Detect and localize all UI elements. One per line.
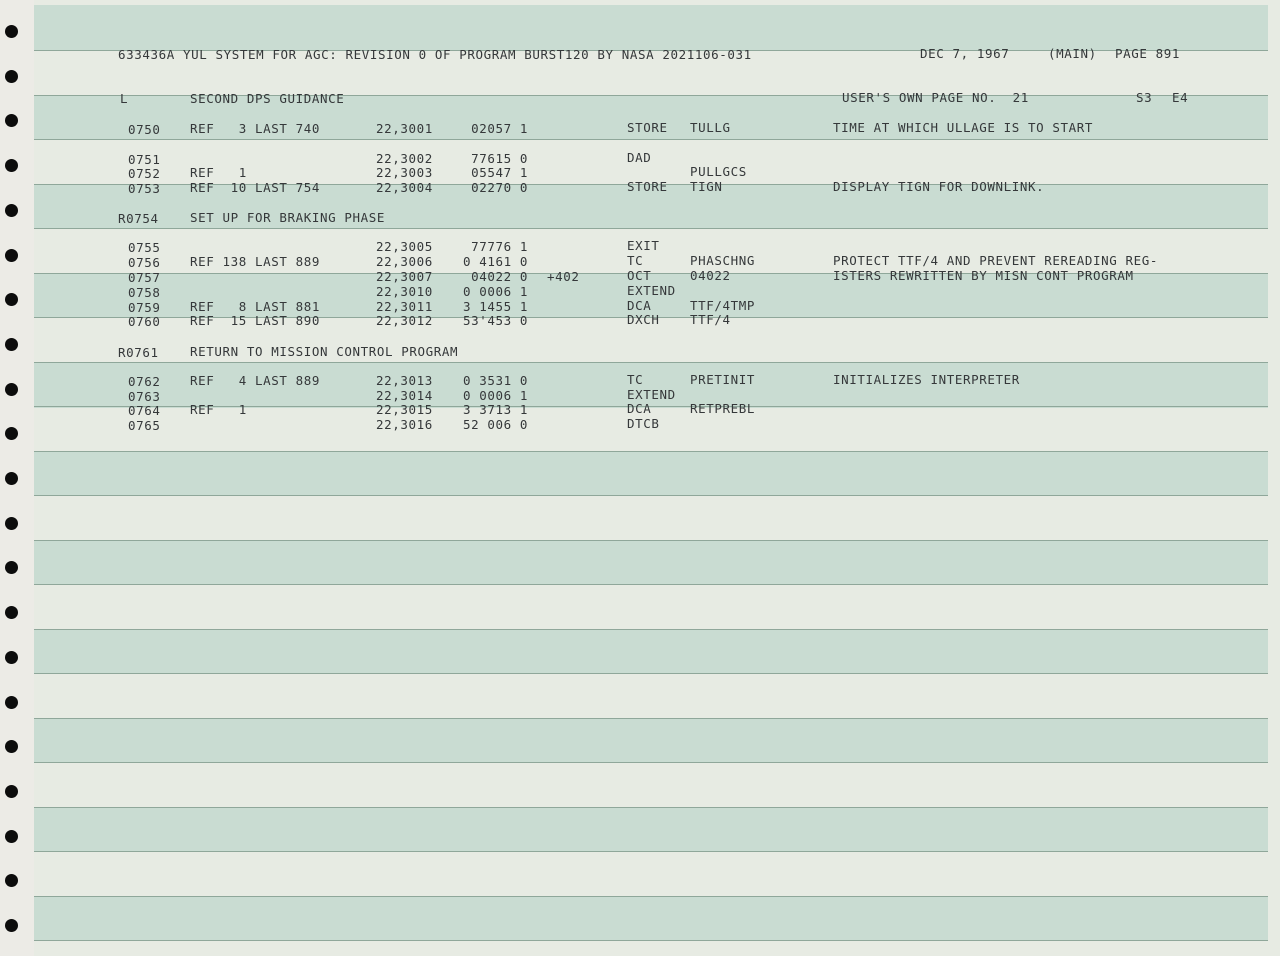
greenbar-band — [34, 718, 1268, 763]
feed-hole — [5, 785, 18, 798]
paper-rule-line — [34, 451, 1268, 452]
operand: TTF/4 — [690, 312, 731, 327]
line-number: 0752 — [128, 166, 161, 181]
opcode: DAD — [627, 150, 652, 165]
operand: RETPREBL — [690, 401, 756, 416]
octal-word: 04022 0 — [471, 269, 528, 284]
line-number: 0757 — [128, 270, 161, 285]
octal-word: 52 006 0 — [462, 417, 528, 432]
octal-word: 53'453 0 — [462, 313, 528, 328]
feed-hole — [5, 472, 18, 485]
line-number: 0759 — [128, 300, 161, 315]
octal-word: 77776 1 — [471, 239, 528, 254]
paper-rule-line — [34, 896, 1268, 897]
line-number: 0758 — [128, 285, 161, 300]
ref-field: SET UP FOR BRAKING PHASE — [190, 210, 386, 225]
opcode: DCA — [627, 298, 652, 313]
location-field: 22,3001 — [376, 121, 433, 136]
octal-word: 3 3713 1 — [462, 402, 528, 417]
octal-word: 0 0006 1 — [462, 284, 528, 299]
octal-word: 0 0006 1 — [462, 388, 528, 403]
octal-word: 77615 0 — [471, 151, 528, 166]
greenbar-band — [34, 451, 1268, 496]
paper-rule-line — [34, 584, 1268, 585]
location-field: 22,3010 — [376, 284, 433, 299]
location-field: 22,3003 — [376, 165, 433, 180]
line-number: 0760 — [128, 314, 161, 329]
log-title: SECOND DPS GUIDANCE — [190, 91, 345, 106]
location-field: 22,3002 — [376, 151, 433, 166]
comment: PROTECT TTF/4 AND PREVENT REREADING REG- — [833, 253, 1159, 268]
location-field: 22,3007 — [376, 269, 433, 284]
paper-rule-line — [34, 228, 1268, 229]
opcode: EXTEND — [627, 387, 676, 402]
paper-rule-line — [34, 718, 1268, 719]
greenbar-band — [34, 896, 1268, 941]
octal-word: 02270 0 — [471, 180, 528, 195]
section-s3: S3 — [1136, 90, 1153, 105]
paper-rule-line — [34, 851, 1268, 852]
feed-hole — [5, 70, 18, 83]
extra-field: +402 — [547, 269, 580, 284]
opcode: STORE — [627, 120, 668, 135]
operand: PULLGCS — [690, 164, 747, 179]
location-field: 22,3014 — [376, 388, 433, 403]
job-title: 633436A YUL SYSTEM FOR AGC: REVISION 0 OF PROGRAM BURST120 BY NASA 2021106-031 — [118, 47, 752, 62]
print-date: DEC 7, 1967 — [920, 46, 1010, 61]
main-label: (MAIN) — [1048, 46, 1097, 61]
comment: TIME AT WHICH ULLAGE IS TO START — [833, 120, 1094, 135]
section-e4: E4 — [1172, 90, 1189, 105]
opcode: DXCH — [627, 312, 660, 327]
line-number: 0750 — [128, 122, 161, 137]
feed-hole — [5, 830, 18, 843]
greenbar-band — [34, 540, 1268, 585]
ref-field: REF 15 LAST 890 — [190, 313, 321, 328]
location-field: 22,3012 — [376, 313, 433, 328]
paper-rule-line — [34, 139, 1268, 140]
line-number: 0765 — [128, 418, 161, 433]
operand: TULLG — [690, 120, 731, 135]
location-field: 22,3013 — [376, 373, 433, 388]
feed-hole — [5, 517, 18, 530]
feed-hole — [5, 204, 18, 217]
feed-hole — [5, 606, 18, 619]
location-field: 22,3004 — [376, 180, 433, 195]
opcode: DCA — [627, 401, 652, 416]
line-number: 0756 — [128, 255, 161, 270]
line-number: 0764 — [128, 403, 161, 418]
line-number: 0762 — [128, 374, 161, 389]
feed-hole — [5, 651, 18, 664]
octal-word: 05547 1 — [471, 165, 528, 180]
log-type: L — [120, 91, 129, 106]
ref-field: RETURN TO MISSION CONTROL PROGRAM — [190, 344, 459, 359]
greenbar-band — [34, 807, 1268, 852]
ref-field: REF 1 — [190, 402, 247, 417]
feed-hole — [5, 696, 18, 709]
feed-hole — [5, 159, 18, 172]
location-field: 22,3016 — [376, 417, 433, 432]
paper-rule-line — [34, 762, 1268, 763]
ref-field: REF 4 LAST 889 — [190, 373, 321, 388]
line-number: 0753 — [128, 181, 161, 196]
paper-rule-line — [34, 540, 1268, 541]
line-number: 0763 — [128, 389, 161, 404]
operand: PHASCHNG — [690, 253, 756, 268]
paper-rule-line — [34, 362, 1268, 363]
line-number: 0755 — [128, 240, 161, 255]
paper-rule-line — [34, 940, 1268, 941]
line-number: R0761 — [118, 345, 159, 360]
location-field: 22,3011 — [376, 299, 433, 314]
paper-rule-line — [34, 807, 1268, 808]
paper-rule-line — [34, 495, 1268, 496]
own-page-number: USER'S OWN PAGE NO. 21 — [842, 90, 1029, 105]
comment: DISPLAY TIGN FOR DOWNLINK. — [833, 179, 1045, 194]
octal-word: 02057 1 — [471, 121, 528, 136]
feed-hole — [5, 919, 18, 932]
feed-hole — [5, 25, 18, 38]
ref-field: REF 138 LAST 889 — [190, 254, 321, 269]
comment: ISTERS REWRITTEN BY MISN CONT PROGRAM — [833, 268, 1134, 283]
location-field: 22,3015 — [376, 402, 433, 417]
feed-hole — [5, 383, 18, 396]
paper-rule-line — [34, 629, 1268, 630]
location-field: 22,3005 — [376, 239, 433, 254]
ref-field: REF 3 LAST 740 — [190, 121, 321, 136]
opcode: STORE — [627, 179, 668, 194]
operand: 04022 — [690, 268, 731, 283]
greenbar-band — [34, 629, 1268, 674]
octal-word: 0 4161 0 — [462, 254, 528, 269]
operand: TIGN — [690, 179, 723, 194]
greenbar-band — [34, 5, 1268, 50]
line-number: R0754 — [118, 211, 159, 226]
opcode: TC — [627, 372, 644, 387]
feed-hole — [5, 338, 18, 351]
ref-field: REF 8 LAST 881 — [190, 299, 321, 314]
comment: INITIALIZES INTERPRETER — [833, 372, 1020, 387]
location-field: 22,3006 — [376, 254, 433, 269]
opcode: DTCB — [627, 416, 660, 431]
ref-field: REF 10 LAST 754 — [190, 180, 321, 195]
operand: TTF/4TMP — [690, 298, 756, 313]
operand: PRETINIT — [690, 372, 756, 387]
ref-field: REF 1 — [190, 165, 247, 180]
octal-word: 3 1455 1 — [462, 299, 528, 314]
line-number: 0751 — [128, 152, 161, 167]
feed-hole — [5, 249, 18, 262]
opcode: TC — [627, 253, 644, 268]
opcode: OCT — [627, 268, 652, 283]
paper-rule-line — [34, 673, 1268, 674]
page-number: PAGE 891 — [1115, 46, 1181, 61]
octal-word: 0 3531 0 — [462, 373, 528, 388]
opcode: EXIT — [627, 238, 660, 253]
opcode: EXTEND — [627, 283, 676, 298]
